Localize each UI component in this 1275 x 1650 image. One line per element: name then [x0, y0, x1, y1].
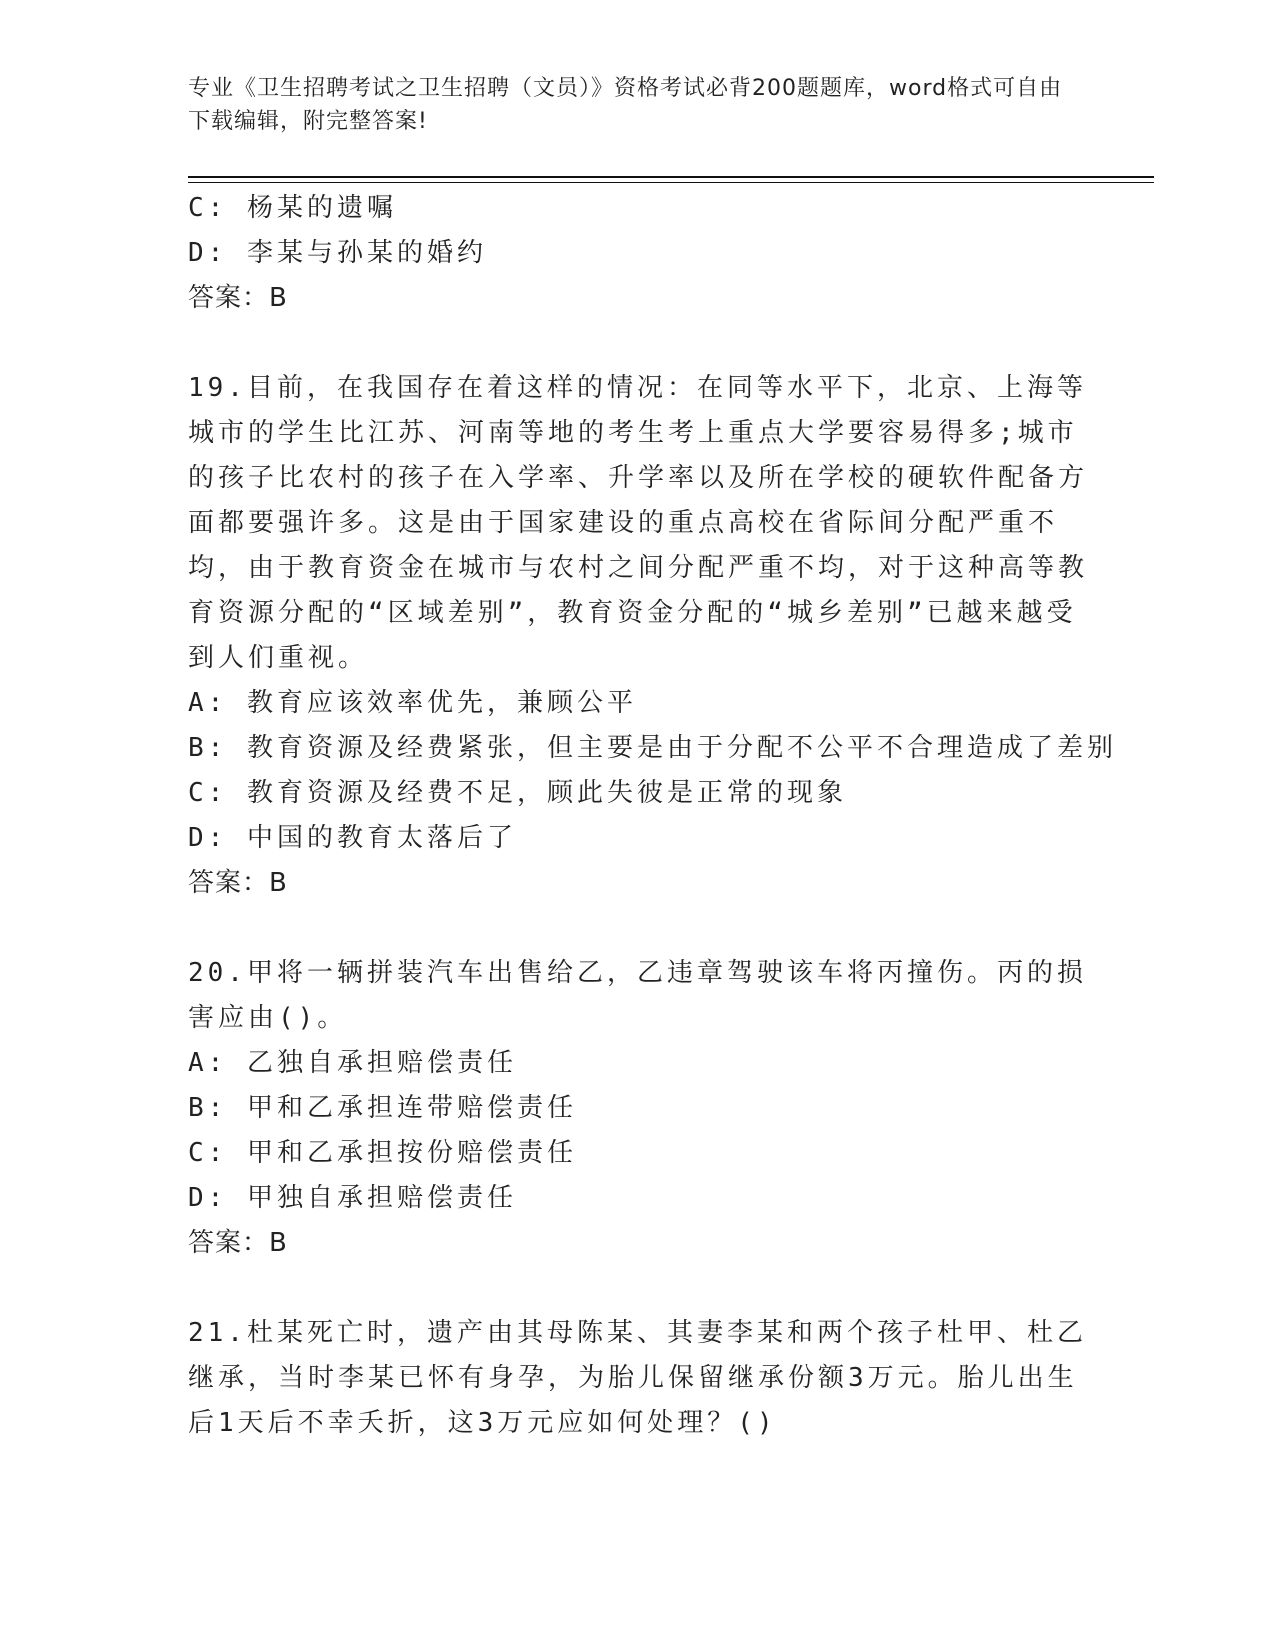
option-a: A: 乙独自承担赔偿责任	[188, 1048, 517, 1078]
option-c: C: 教育资源及经费不足，顾此失彼是正常的现象	[188, 778, 847, 808]
option-a: A: 教育应该效率优先，兼顾公平	[188, 688, 637, 718]
previous-question-tail	[188, 186, 1088, 321]
header-rule-thin	[188, 182, 1154, 183]
question-19	[188, 366, 1117, 906]
document-body	[188, 186, 1117, 1446]
question-20	[188, 951, 1088, 1266]
option-c: C: 杨某的遗嘱	[188, 193, 397, 223]
question-text: 21.杜某死亡时，遗产由其母陈某、其妻李某和两个孩子杜甲、杜乙继承，当时李某已怀有身孕，为胎儿保留继承份额3万元。胎儿出生后1天后不幸夭折，这3万元应如何处理？()	[188, 1318, 1087, 1438]
option-b: B: 甲和乙承担连带赔偿责任	[188, 1093, 577, 1123]
question-text: 20.甲将一辆拼装汽车出售给乙，乙违章驾驶该车将丙撞伤。丙的损害应由()。	[188, 958, 1087, 1033]
answer-line: 答案：B	[188, 283, 288, 313]
option-d: D: 中国的教育太落后了	[188, 823, 517, 853]
option-d: D: 甲独自承担赔偿责任	[188, 1183, 517, 1213]
question-21	[188, 1311, 1088, 1446]
option-d: D: 李某与孙某的婚约	[188, 238, 487, 268]
spacer	[188, 321, 1088, 366]
answer-line: 答案：B	[188, 1228, 288, 1258]
question-text: 19.目前，在我国存在着这样的情况：在同等水平下，北京、上海等城市的学生比江苏、河南等地的考生考上重点大学要容易得多;城市的孩子比农村的孩子在入学率、升学率以及所在学校的硬软件配备方面都要强许多。这是由于国家建设的重点高校在省际间分配严重不均，由于教育资金在城市与农村之间分配严重不均，对于这种高等教育资源分配的“区域差别”，教育资金分配的“城乡差别”已越来越受到人们重视。	[188, 373, 1089, 673]
option-b: B: 教育资源及经费紧张，但主要是由于分配不公平不合理造成了差别	[188, 733, 1117, 763]
option-c: C: 甲和乙承担按份赔偿责任	[188, 1138, 577, 1168]
header-rule-thick	[188, 176, 1154, 178]
spacer	[188, 1266, 1088, 1311]
spacer	[188, 906, 1088, 951]
document-header: 专业《卫生招聘考试之卫生招聘（文员）》资格考试必背200题题库，word格式可自由下载编辑，附完整答案!	[188, 76, 1063, 134]
answer-line: 答案：B	[188, 868, 288, 898]
